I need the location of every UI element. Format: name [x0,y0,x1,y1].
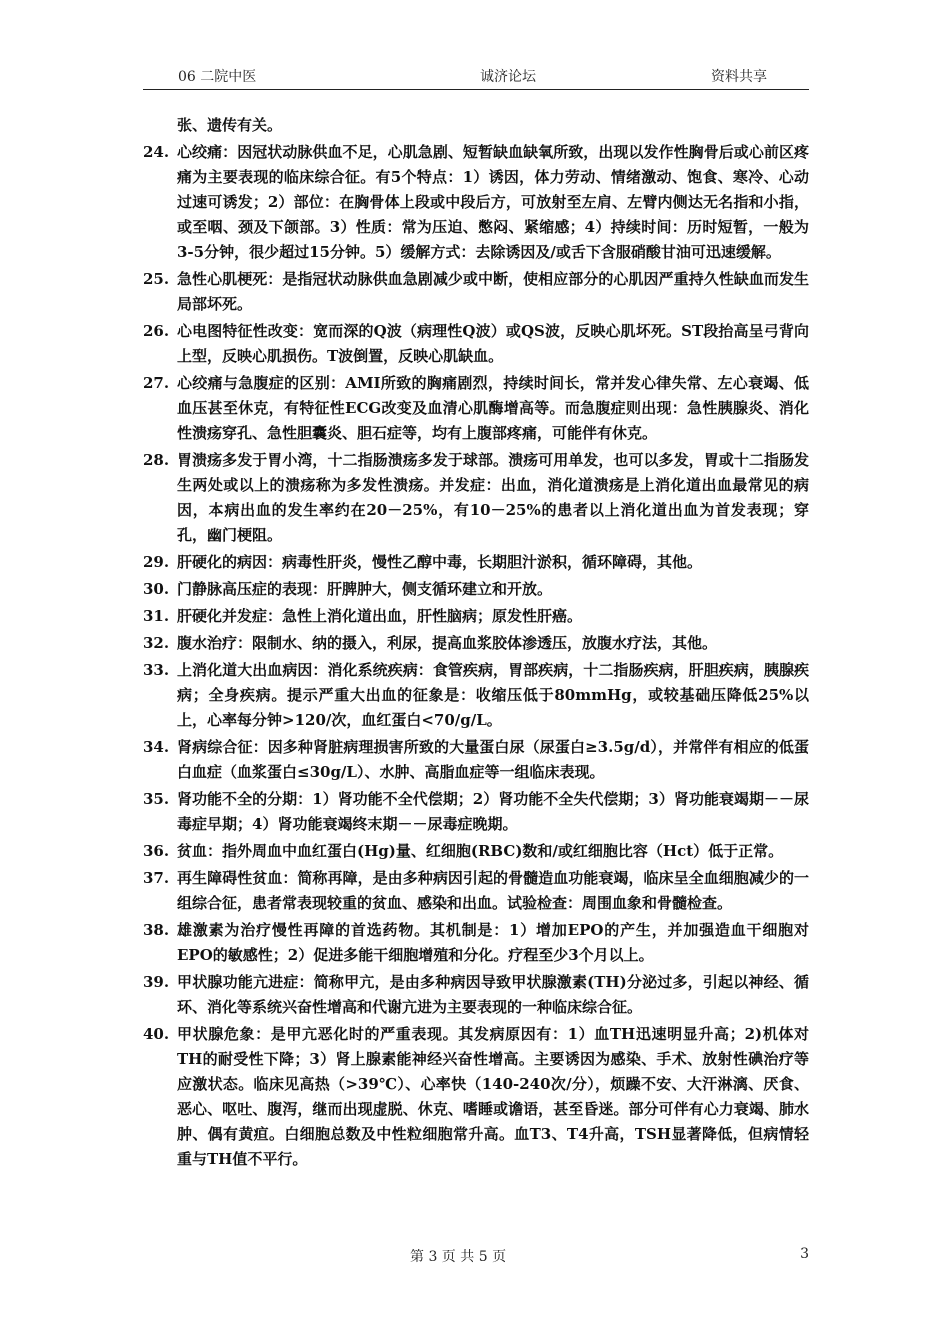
list-item-number: 31. [143,607,170,625]
list-item-text: 腹水治疗：限制水、纳的摄入，利尿，提高血浆胶体渗透压，放腹水疗法，其他。 [177,634,718,652]
header-left-text: 06 二院中医 [178,69,257,85]
list-item-number: 30. [143,580,170,598]
list-item-text: 上消化道大出血病因：消化系统疾病：食管疾病，胃部疾病，十二指肠疾病，肝胆疾病，胰腺疾病；全身疾病。提示严重大出血的征象是：收缩压低于80mmHg，或较基础压降低25%以上，心率每分钟>120/次，血红蛋白<70/g/L。 [177,661,809,729]
list-item [143,970,809,1020]
list-item [143,577,809,602]
list-item-number: 36. [143,842,170,860]
page-footer [143,1246,809,1266]
list-item-text: 肾功能不全的分期：1）肾功能不全代偿期；2）肾功能不全失代偿期；3）肾功能衰竭期－－尿毒症早期；4）肾功能衰竭终末期－－尿毒症晚期。 [177,790,809,833]
list-item-number: 29. [143,553,170,571]
document-body [143,113,809,1172]
list-item-text: 再生障碍性贫血：简称再障，是由多种病因引起的骨髓造血功能衰竭，临床呈全血细胞减少的一组综合征，患者常表现较重的贫血、感染和出血。试验检查：周围血象和骨髓检查。 [177,869,809,912]
list-item [143,140,809,265]
list-item-number: 39. [143,973,170,991]
list-item [143,735,809,785]
list-item-text: 胃溃疡多发于胃小湾，十二指肠溃疡多发于球部。溃疡可用单发，也可以多发，胃或十二指肠发生两处或以上的溃疡称为多发性溃疡。并发症：出血，消化道溃疡是上消化道出血最常见的病因，本病出血的发生率约在20－25%，有10－25%的患者以上消化道出血为首发表现；穿孔，幽门梗阻。 [177,451,809,544]
page-count-text: 第 3 页 共 5 页 [410,1249,507,1265]
list-item-number: 35. [143,790,170,808]
list-item-text: 甲状腺功能亢进症：简称甲亢，是由多种病因导致甲状腺激素(TH)分泌过多，引起以神经、循环、消化等系统兴奋性增高和代谢亢进为主要表现的一种临床综合征。 [177,973,809,1016]
list-item [143,319,809,369]
list-item-number: 27. [143,374,170,392]
list-item [143,371,809,446]
list-item-text: 贫血：指外周血中血红蛋白(Hg)量、红细胞(RBC)数和/或红细胞比容（Hct）低于正常。 [177,842,784,860]
list-item [143,267,809,317]
list-item [143,448,809,548]
list-item-number: 25. [143,270,170,288]
list-item-number: 26. [143,322,170,340]
list-item-number: 40. [143,1025,170,1043]
list-item-number: 37. [143,869,170,887]
list-item-text: 甲状腺危象：是甲亢恶化时的严重表现。其发病原因有：1）血TH迅速明显升高；2)机体对TH的耐受性下降；3）肾上腺素能神经兴奋性增高。主要诱因为感染、手术、放射性碘治疗等应激状态。临床见高热（>39℃）、心率快（140-240次/分），烦躁不安、大汗淋漓、厌食、恶心、呕吐、腹泻，继而出现虚脱、休克、嗜睡或谵语，甚至昏迷。部分可伴有心力衰竭、肺水肿、偶有黄疸。白细胞总数及中性粒细胞常升高。血T3、T4升高，TSH显著降低，但病情轻重与TH值不平行。 [177,1025,809,1168]
header-divider [143,89,809,90]
header-center-text: 诚济论坛 [480,69,536,85]
list-item [143,658,809,733]
list-item-text: 心绞痛：因冠状动脉供血不足，心肌急剧、短暂缺血缺氧所致，出现以发作性胸骨后或心前区疼痛为主要表现的临床综合征。有5个特点：1）诱因，体力劳动、情绪激动、饱食、寒冷、心动过速可诱发；2）部位：在胸骨体上段或中段后方，可放射至左肩、左臂内侧达无名指和小指，或至咽、颈及下颌部。3）性质：常为压迫、憋闷、紧缩感；4）持续时间：历时短暂，一般为3-5分钟，很少超过15分钟。5）缓解方式：去除诱因及/或舌下含服硝酸甘油可迅速缓解。 [177,143,809,261]
list-item-text: 肾病综合征：因多种肾脏病理损害所致的大量蛋白尿（尿蛋白≥3.5g/d），并常伴有相应的低蛋白血症（血浆蛋白≤30g/L）、水肿、高脂血症等一组临床表现。 [177,738,809,781]
list-item-text: 肝硬化并发症：急性上消化道出血，肝性脑病；原发性肝癌。 [177,607,583,625]
continuation-text: 张、遗传有关。 [177,116,283,134]
list-item [143,918,809,968]
list-item-number: 34. [143,738,170,756]
page-number: 3 [800,1246,809,1262]
numbered-list [143,140,809,1172]
list-item-number: 28. [143,451,170,469]
list-item-number: 24. [143,143,170,161]
list-item-text: 心绞痛与急腹症的区别：AMI所致的胸痛剧烈，持续时间长，常并发心律失常、左心衰竭、低血压甚至休克，有特征性ECG改变及血清心肌酶增高等。而急腹症则出现：急性胰腺炎、消化性溃疡穿孔、急性胆囊炎、胆石症等，均有上腹部疼痛，可能伴有休克。 [177,374,809,442]
list-item [143,604,809,629]
list-item-number: 32. [143,634,170,652]
page-header [143,66,809,88]
list-item [143,866,809,916]
list-item-text: 肝硬化的病因：病毒性肝炎，慢性乙醇中毒，长期胆汁淤积，循环障碍，其他。 [177,553,703,571]
list-item [143,787,809,837]
list-item [143,631,809,656]
list-item [143,839,809,864]
list-item-text: 门静脉高压症的表现：肝脾肿大，侧支循环建立和开放。 [177,580,553,598]
list-item-text: 雄激素为治疗慢性再障的首选药物。其机制是：1）增加EPO的产生，并加强造血干细胞对EPO的敏感性；2）促进多能干细胞增殖和分化。疗程至少3个月以上。 [177,921,809,964]
list-item [143,550,809,575]
list-item-text: 急性心肌梗死：是指冠状动脉供血急剧减少或中断，使相应部分的心肌因严重持久性缺血而发生局部坏死。 [177,270,809,313]
list-item-number: 38. [143,921,170,939]
list-item-number: 33. [143,661,170,679]
header-right-text: 资料共享 [711,69,767,85]
list-item [143,1022,809,1172]
list-item-text: 心电图特征性改变：宽而深的Q波（病理性Q波）或QS波，反映心肌坏死。ST段抬高呈弓背向上型，反映心肌损伤。T波倒置，反映心肌缺血。 [177,322,809,365]
